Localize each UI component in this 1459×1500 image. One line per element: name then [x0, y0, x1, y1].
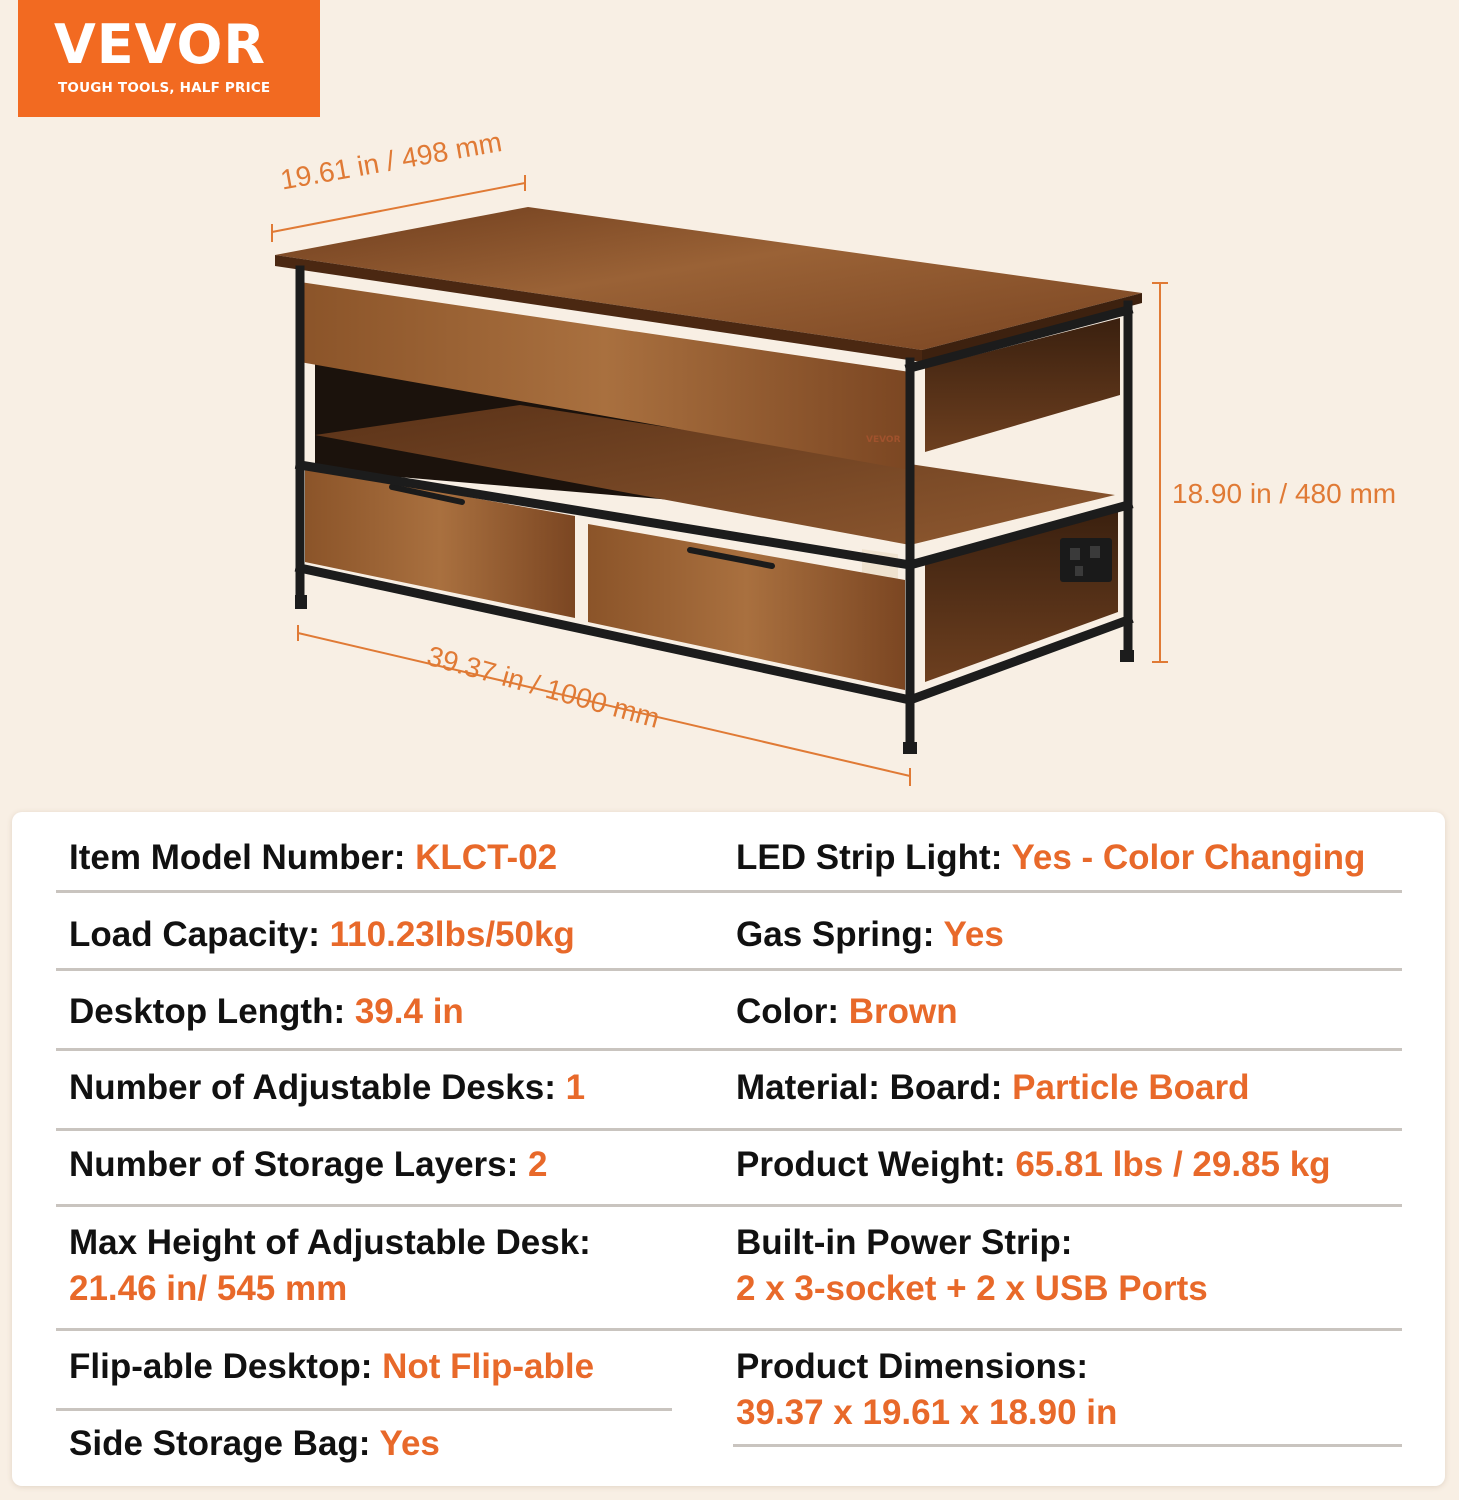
- spec-load-capacity: [69, 912, 575, 958]
- spec-adjustable-desks: [69, 1065, 585, 1111]
- row-divider: [56, 1408, 672, 1411]
- spec-gas-spring: [736, 912, 1004, 958]
- spec-value: 39.4 in: [354, 992, 464, 1031]
- spec-label: Item Model Number:: [69, 838, 406, 877]
- spec-led-strip-light: [736, 835, 1365, 881]
- spec-label: Number of Adjustable Desks:: [69, 1068, 556, 1107]
- spec-value: Not Flip-able: [382, 1347, 595, 1386]
- spec-value: 39.37 x 19.61 x 18.90 in: [736, 1393, 1118, 1432]
- spec-value: Yes: [943, 915, 1004, 954]
- spec-desktop-length: [69, 989, 464, 1035]
- spec-value: Yes - Color Changing: [1011, 838, 1366, 877]
- spec-value: Brown: [848, 992, 958, 1031]
- row-divider: [733, 1444, 1402, 1447]
- logo-brand: VEVOR: [54, 13, 267, 76]
- spec-power-strip: [736, 1220, 1208, 1312]
- spec-value: Yes: [379, 1424, 440, 1463]
- product-tag-text: VEVOR: [866, 435, 901, 445]
- spec-value: 21.46 in/ 545 mm: [69, 1269, 348, 1308]
- spec-side-storage-bag: [69, 1421, 440, 1467]
- spec-product-weight: [736, 1142, 1331, 1188]
- spec-value: 65.81 lbs / 29.85 kg: [1015, 1145, 1331, 1184]
- spec-label: Desktop Length:: [69, 992, 346, 1031]
- spec-value: 1: [565, 1068, 586, 1107]
- row-divider: [56, 1048, 1402, 1051]
- spec-flipable-desktop: [69, 1344, 594, 1390]
- row-divider: [56, 1128, 1402, 1131]
- power-strip: [1060, 538, 1112, 582]
- spec-value: Particle Board: [1012, 1068, 1250, 1107]
- spec-storage-layers: [69, 1142, 547, 1188]
- spec-label: Gas Spring:: [736, 915, 935, 954]
- spec-label: Flip-able Desktop:: [69, 1347, 373, 1386]
- spec-value: 2: [528, 1145, 548, 1184]
- spec-label: Product Dimensions:: [736, 1347, 1088, 1386]
- spec-label: Material: Board:: [736, 1068, 1003, 1107]
- row-divider: [56, 1204, 1402, 1207]
- row-divider: [56, 1328, 1402, 1331]
- spec-item-model-number: [69, 835, 557, 881]
- logo-tagline: TOUGH TOOLS, HALF PRICE: [58, 80, 271, 96]
- spec-label: LED Strip Light:: [736, 838, 1003, 877]
- usb-port: [1075, 566, 1083, 576]
- spec-value: 2 x 3-socket + 2 x USB Ports: [736, 1269, 1208, 1308]
- spec-value: 110.23lbs/50kg: [329, 915, 575, 954]
- spec-label: Max Height of Adjustable Desk:: [69, 1223, 591, 1262]
- spec-label: Built-in Power Strip:: [736, 1223, 1073, 1262]
- spec-label: Number of Storage Layers:: [69, 1145, 519, 1184]
- width-dimension-label: 39.37 in / 1000 mm: [423, 640, 663, 734]
- spec-label: Side Storage Bag:: [69, 1424, 371, 1463]
- row-divider: [56, 968, 1402, 971]
- spec-label: Product Weight:: [736, 1145, 1006, 1184]
- spec-color: [736, 989, 958, 1035]
- spec-label: Load Capacity:: [69, 915, 320, 954]
- spec-material: [736, 1065, 1249, 1111]
- height-dimension-label: 18.90 in / 480 mm: [1172, 478, 1397, 509]
- spec-label: Color:: [736, 992, 840, 1031]
- specifications-card: [12, 812, 1445, 1486]
- spec-value: KLCT-02: [415, 838, 558, 877]
- depth-dimension-label: 19.61 in / 498 mm: [278, 126, 505, 196]
- row-divider: [56, 890, 1402, 893]
- spec-product-dimensions: [736, 1344, 1117, 1436]
- spec-max-height: [69, 1220, 591, 1312]
- power-socket: [1090, 546, 1100, 558]
- power-socket: [1070, 548, 1080, 560]
